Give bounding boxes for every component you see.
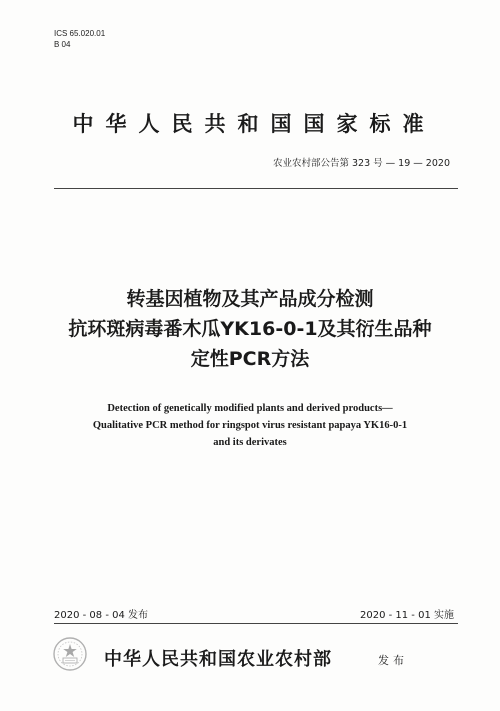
class-code: B 04	[54, 40, 71, 49]
publish-label: 发布	[378, 654, 408, 667]
english-title	[0, 400, 500, 451]
chinese-title-line-2: 抗环斑病毒番木瓜YK16-0-1及其衍生品种	[68, 318, 432, 340]
chinese-title-line-1: 转基因植物及其产品成分检测	[126, 288, 374, 310]
issuing-ministry: 中华人民共和国农业农村部	[104, 649, 332, 670]
chinese-title-line-3: 定性PCR方法	[190, 348, 310, 370]
english-title-line-3: and its derivates	[213, 437, 287, 448]
implementation-date: 2020 - 11 - 01 实施	[359, 610, 454, 621]
issue-date: 2020 - 08 - 04 发布	[54, 610, 149, 621]
announcement-number: 农业农村部公告第 323 号 — 19 — 2020	[272, 158, 450, 169]
english-title-line-2: Qualitative PCR method for ringspot virus resistant papaya YK16-0-1	[92, 420, 408, 431]
bottom-divider	[54, 623, 458, 624]
english-title-line-1: Detection of genetically modified plants and derived products—	[107, 403, 393, 414]
chinese-title	[0, 284, 500, 374]
standard-title: 中华人民共和国国家标准	[72, 112, 436, 136]
top-divider	[54, 188, 458, 189]
classification-codes	[54, 28, 105, 50]
national-emblem-icon	[52, 636, 88, 672]
ics-code: ICS 65.020.01	[54, 29, 106, 38]
